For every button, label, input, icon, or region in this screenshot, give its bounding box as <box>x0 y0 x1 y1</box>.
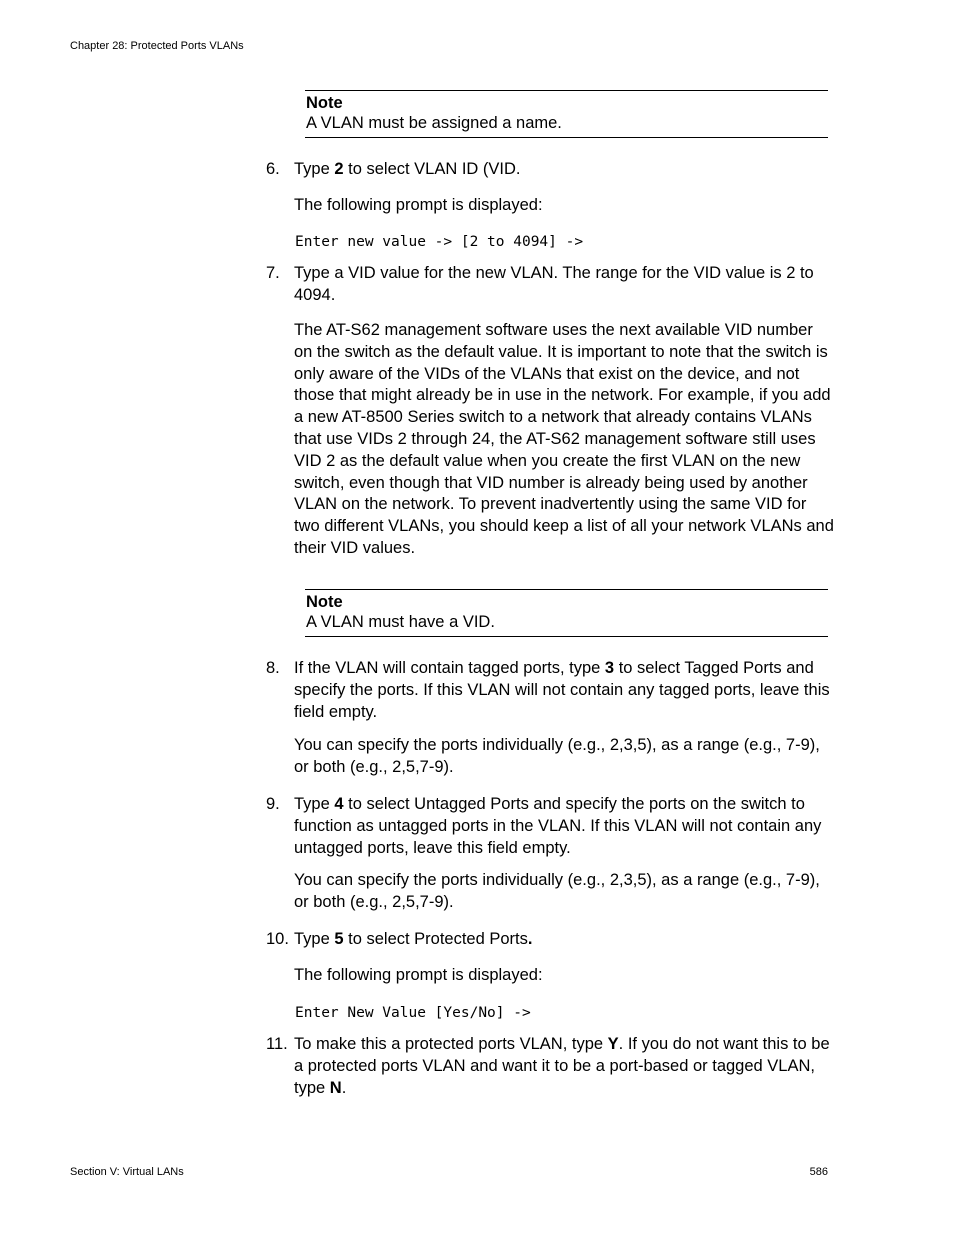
note-box-vid <box>305 589 828 637</box>
key-label: Y <box>607 1035 619 1053</box>
step-text: Type 2 to select VLAN ID (VID. <box>294 160 521 178</box>
step-11 <box>266 1034 831 1099</box>
code-prompt: Enter New Value [Yes/No] -> <box>295 1005 531 1021</box>
step-text: To make this a protected ports VLAN, type Y. If you do not want this to be a protected ports VLAN and want it to be a port-based or tagged VLAN, type N. <box>294 1035 830 1097</box>
note-body: A VLAN must have a VID. <box>306 613 495 631</box>
note-box-name <box>305 90 828 138</box>
step-10 <box>266 929 831 951</box>
step-number: 11. <box>266 1035 288 1053</box>
step-detail: You can specify the ports individually (e.g., 2,3,5), as a range (e.g., 7-9), or both (e.g., 2,5,7-9). <box>294 736 820 776</box>
step-8 <box>266 658 831 723</box>
prompt-intro: The following prompt is displayed: <box>294 966 543 984</box>
note-title: Note <box>306 593 343 611</box>
step-number: 10. <box>266 930 289 948</box>
step-detail: The AT-S62 management software uses the next available VID number on the switch as the default value. It is important to note that the switch is only aware of the VIDs of the VLANs that exist on the device, and not those that might already be in use in the network. For example, if you add a new AT-8500 Series switch to a network that already contains VLANs that use VIDs 2 through 24, the AT-S62 management software still uses VID 2 as the default value when you create the first VLAN on the new switch, even though that VID number is already being used by another VLAN on the network. To prevent inadvertently using the same VID for two different VLANs, you should keep a list of all your network VLANs and their VID values. <box>294 321 834 557</box>
note-body: A VLAN must be assigned a name. <box>306 114 562 132</box>
step-number: 9. <box>266 795 280 813</box>
step-text: Type 5 to select Protected Ports. <box>294 930 533 948</box>
step-detail: You can specify the ports individually (e.g., 2,3,5), as a range (e.g., 7-9), or both (e.g., 2,5,7-9). <box>294 871 820 911</box>
footer-section: Section V: Virtual LANs <box>70 1166 184 1178</box>
step-text: Type 4 to select Untagged Ports and specify the ports on the switch to function as untagged ports in the VLAN. If this VLAN will not contain any untagged ports, leave this field empty. <box>294 795 822 857</box>
step-text: Type a VID value for the new VLAN. The range for the VID value is 2 to 4094. <box>294 264 814 304</box>
page-number: 586 <box>809 1166 828 1178</box>
code-prompt: Enter new value -> [2 to 4094] -> <box>295 234 584 250</box>
prompt-intro: The following prompt is displayed: <box>294 196 543 214</box>
key-label: 5 <box>334 930 344 948</box>
key-label: N <box>329 1078 342 1097</box>
step-7 <box>266 263 831 307</box>
running-header: Chapter 28: Protected Ports VLANs <box>70 40 244 52</box>
step-number: 7. <box>266 264 280 282</box>
key-label: 3 <box>604 659 615 677</box>
step-number: 6. <box>266 160 280 178</box>
key-label: 4 <box>334 795 344 813</box>
step-text: If the VLAN will contain tagged ports, type 3 to select Tagged Ports and specify the ports. If this VLAN will not contain any tagged ports, leave this field empty. <box>294 659 830 721</box>
note-title: Note <box>306 94 343 112</box>
step-6 <box>266 159 831 181</box>
key-label: 2 <box>334 160 344 178</box>
step-9 <box>266 794 831 859</box>
step-number: 8. <box>266 659 280 677</box>
